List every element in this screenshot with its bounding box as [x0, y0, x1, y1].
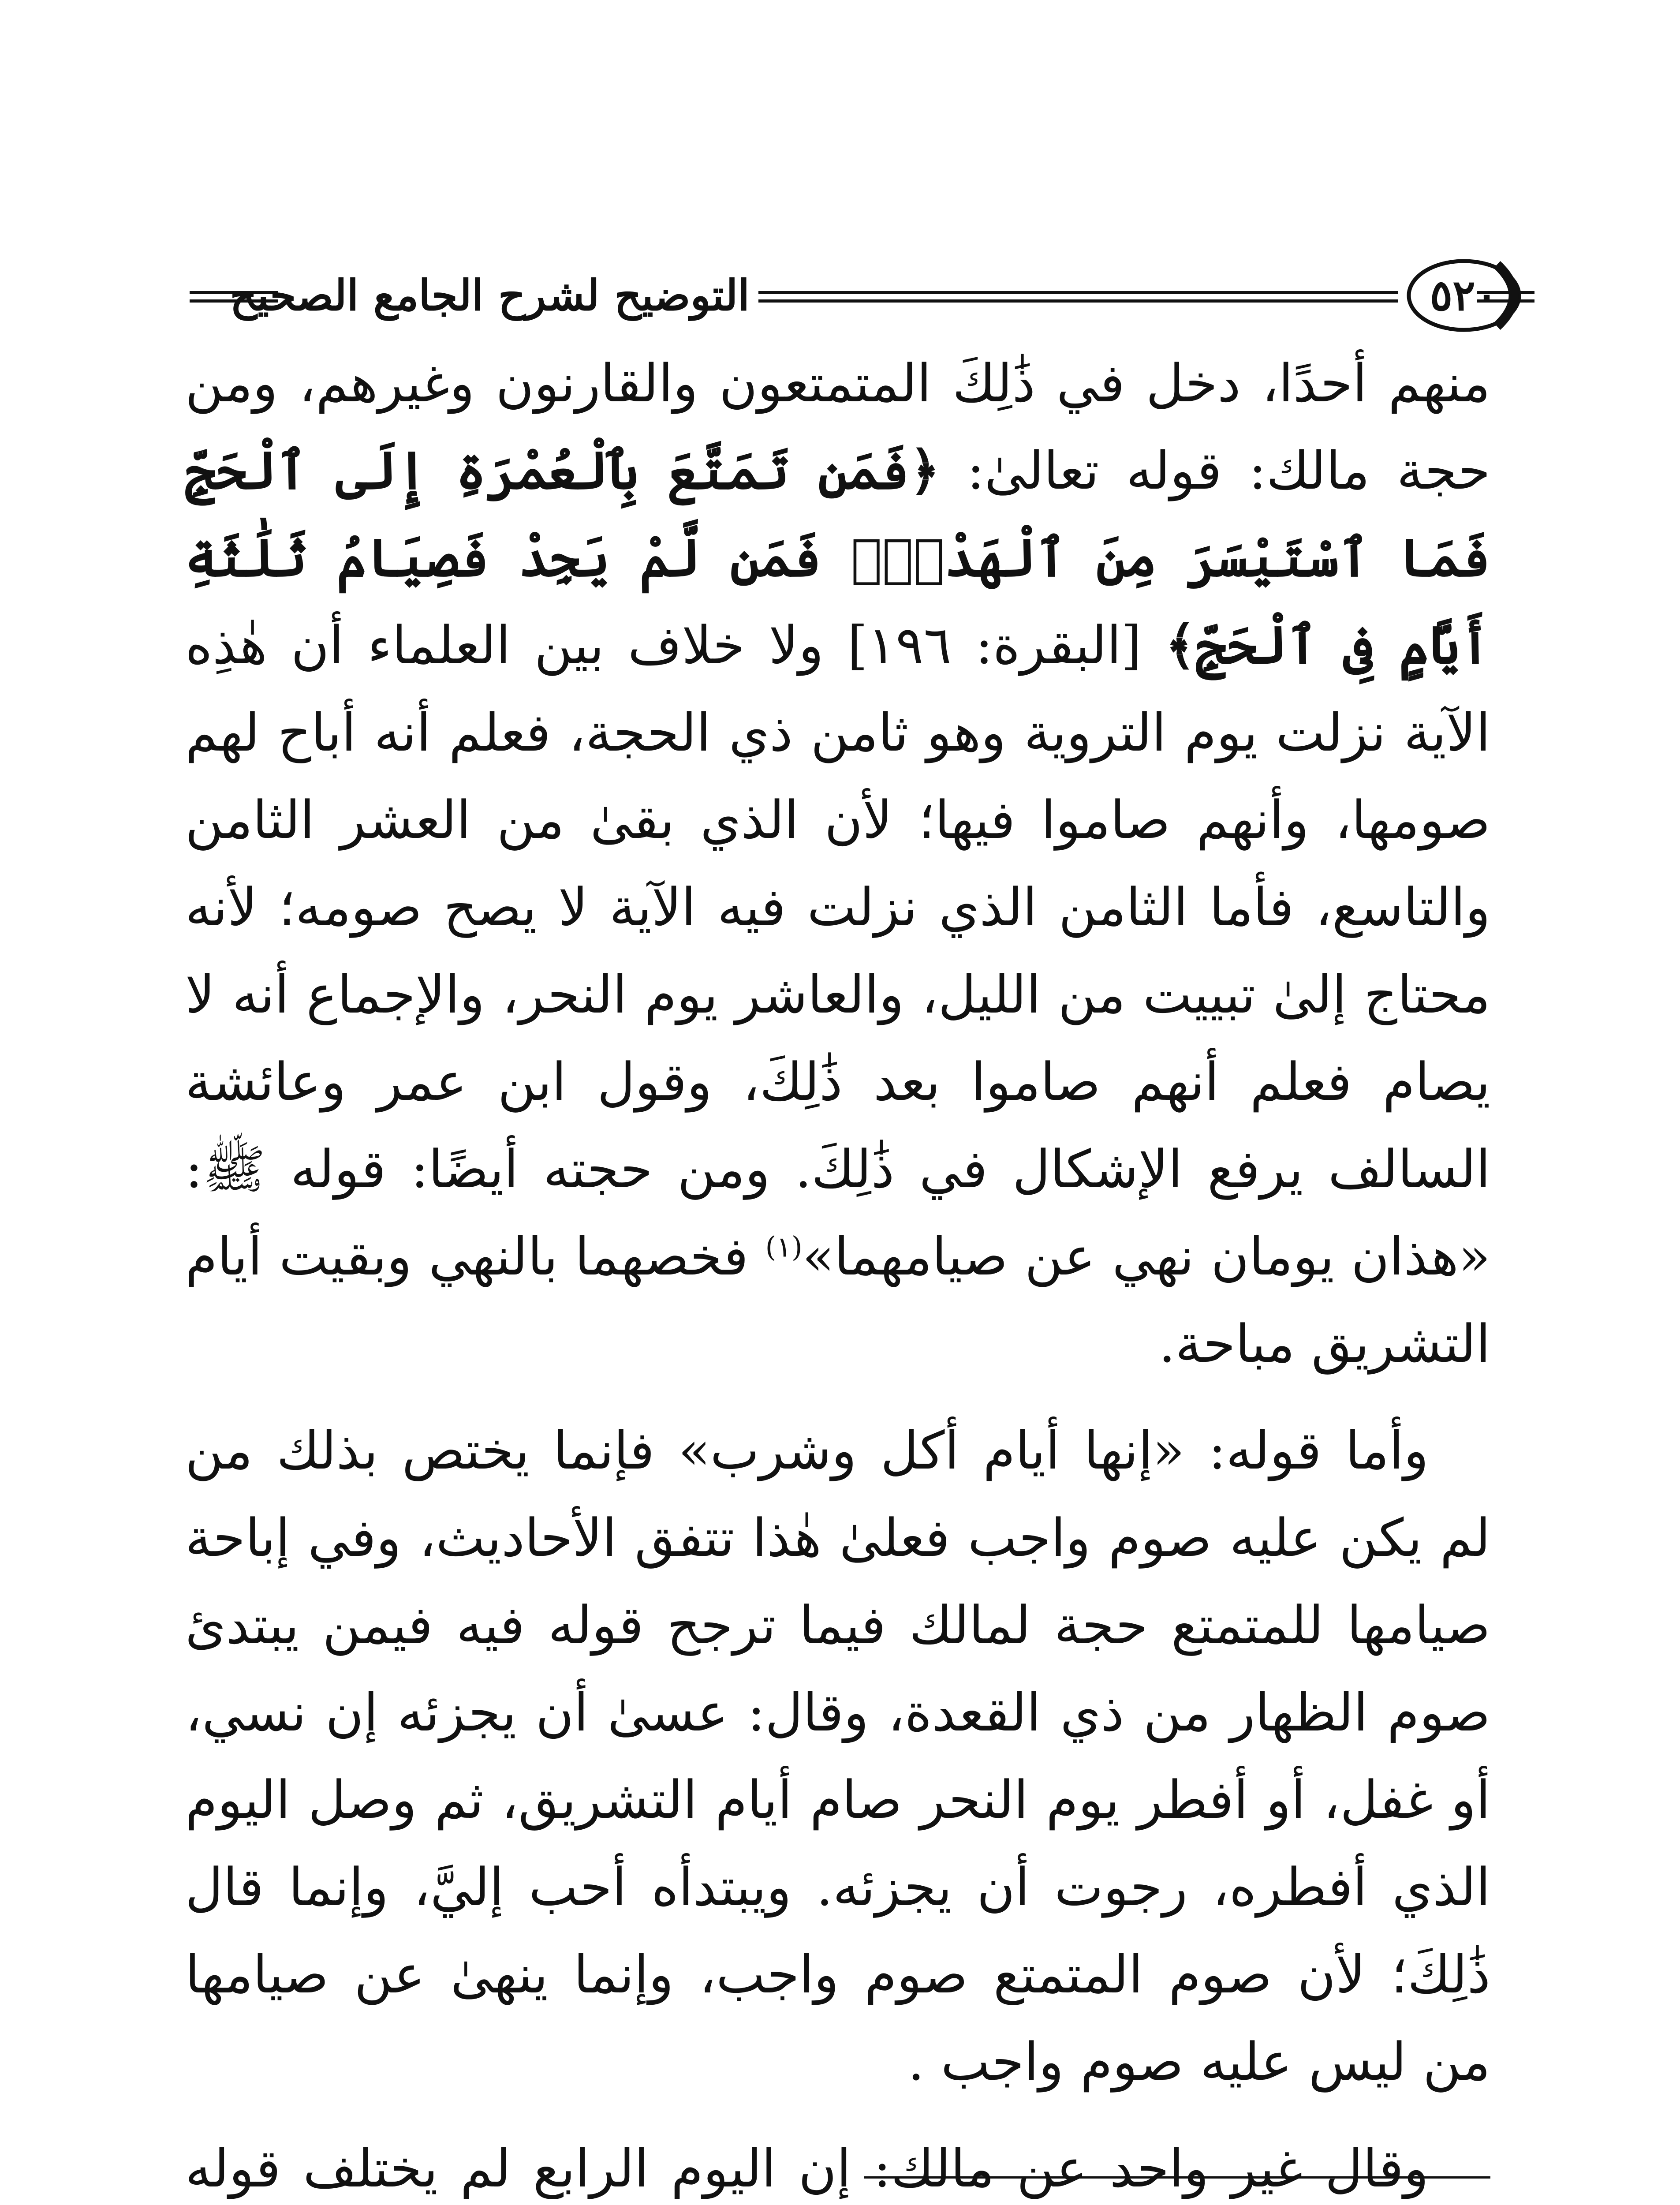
footnotes — [185, 2194, 1490, 2205]
paragraph-1-text-after: [البقرة: ١٩٦] ولا خلاف بين العلماء أن هٰذِه الآية نزلت يوم التروية وهو ثامن ذي الحجة، فعلم أنه أباح لهم صومها، وأنهم صاموا فيها؛ لأن الذي بقىٰ من العشر الثامن والتاسع، فأما الثامن الذي نزلت فيه الآية لا يصح صومه؛ لأنه محتاج إلىٰ تبييت من الليل، والعاشر يوم النحر، والإجماع أنه لا يصام فعلم أنهم صاموا بعد ذَٰلِكَ، وقول ابن عمر وعائشة السالف يرفع الإشكال في ذَٰلِكَ. ومن حجته أيضًا: قوله ﷺ: «هذان يومان نهي عن صيامهما» — [185, 615, 1491, 1287]
footnote-separator — [864, 2176, 1490, 2179]
paragraph-1 — [185, 340, 1490, 1387]
paragraph-1-text: منهم أحدًا، دخل في ذَٰلِكَ المتمتعون والقارنون وغيرهم، ومن حجة مالك: قوله تعالىٰ: — [185, 353, 1490, 501]
quran-verse: ﴿فَمَن تَمَتَّعَ بِٱلْعُمْرَةِ إِلَى ٱلْحَجِّ فَمَا ٱسْتَيْسَرَ مِنَ ٱلْهَدْيِۚ فَمَن لَّمْ يَجِدْ فَصِيَامُ ثَلَٰثَةِ أَيَّامٍ فِى ٱلْحَجِّ﴾ — [185, 440, 1490, 676]
page-number: ٥٢٠ — [1430, 270, 1498, 320]
running-title: التوضيح لشرح الجامع الصحيح — [230, 270, 750, 320]
footnote-1 — [185, 2194, 1490, 2205]
footnote-reference-1[interactable]: (١) — [765, 1231, 803, 1264]
header-rule-middle — [758, 291, 1398, 303]
running-header — [190, 247, 1498, 348]
main-text — [185, 340, 1490, 2205]
paragraph-3-text: وقال غير واحد عن مالك: إن اليوم الرابع لم يختلف قوله — [185, 2138, 1429, 2199]
paragraph-1-text-end: فخصهما بالنهي وبقيت أيام التشريق مباحة. — [185, 1226, 1490, 1374]
paragraph-2: وأما قوله: «إنها أيام أكل وشرب» فإنما يختص بذلك من لم يكن عليه صوم واجب فعلىٰ هٰذا تتفق الأحاديث، وفي إباحة صيامها للمتمتع حجة لمالك فيما ترجح قوله فيه فيمن يبتدئ صوم الظهار من ذي القعدة، وقال: عسىٰ أن يجزئه إن نسي، أو غفل، أو أفطر يوم النحر صام أيام التشريق، ثم وصل اليوم الذي أفطره، رجوت أن يجزئه. ويبتدأه أحب إليَّ، وإنما قال ذَٰلِكَ؛ لأن صوم المتمتع صوم واجب، وإنما ينهىٰ عن صيامها من ليس عليه صوم واجب . — [185, 1420, 1491, 2092]
footnote-number — [1402, 2194, 1490, 2205]
header-rule-right — [1477, 291, 1534, 303]
paragraph-3 — [185, 2125, 1490, 2205]
